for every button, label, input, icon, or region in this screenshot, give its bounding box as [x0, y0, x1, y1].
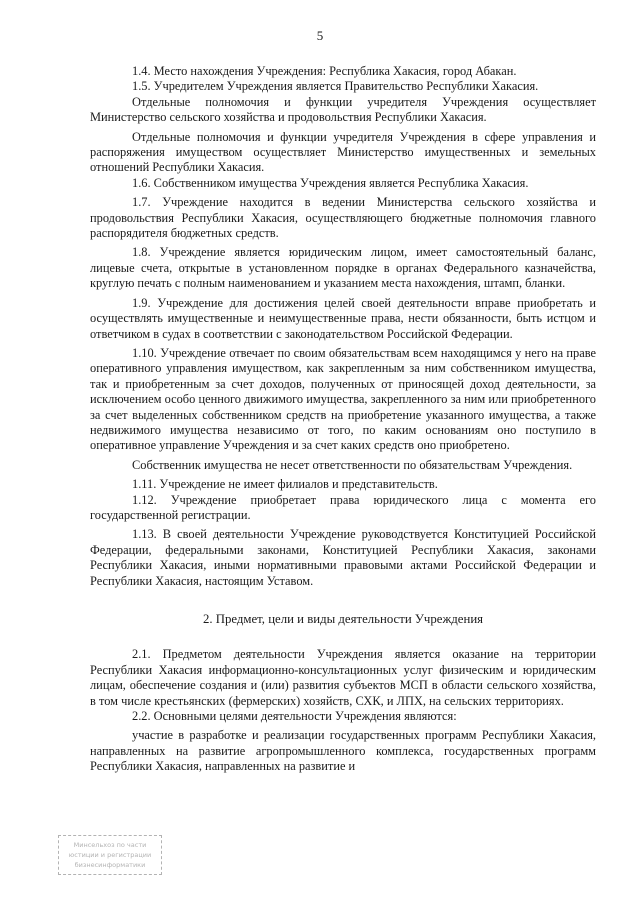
paragraph-founder-powers-agriculture: Отдельные полномочия и функции учредителя Учреждения осуществляет Министерство сельского хозяйства и продовольствия Республики Хакасия.: [90, 94, 596, 125]
page-number: 5: [316, 28, 324, 43]
paragraph-2-1: 2.1. Предметом деятельности Учреждения является оказание на территории Республики Хакасия информационно-консультационных услуг физическим и юридическим лицам, обеспечение создания и (или) развития субъектов МСП в области сельского хозяйства, в том числе крестьянских (фермерских) хозяйств, СХК, и ЛПХ, на сельских территориях.: [90, 647, 596, 708]
paragraph-2-2: 2.2. Основными целями деятельности Учреждения являются:: [132, 709, 457, 724]
paragraph-1-8: 1.8. Учреждение является юридическим лицом, имеет самостоятельный баланс, лицевые счета, открытые в установленном порядке в органах Федерального казначейства, круглую печать с полным наименованием и указанием места нахождения, штамп, бланки.: [90, 245, 596, 291]
paragraph-founder-powers-property: Отдельные полномочия и функции учредителя Учреждения в сфере управления и распоряжения имуществом осуществляет Министерство имущественных и земельных отношений Республики Хакасия.: [90, 129, 596, 175]
registration-stamp: Минсельхоз по части юстиции и регистрации бизнесинформатики: [58, 835, 162, 875]
paragraph-1-5: 1.5. Учредителем Учреждения является Правительство Республики Хакасия.: [132, 79, 539, 94]
paragraph-1-11: 1.11. Учреждение не имеет филиалов и представительств.: [132, 477, 438, 492]
paragraph-1-9: 1.9. Учреждение для достижения целей своей деятельности вправе приобретать и осуществлять имущественные и неимущественные права, нести обязанности, быть истцом и ответчиком в судах в соответствии с законодательством Российской Федерации.: [90, 295, 596, 341]
document-body: [90, 64, 596, 775]
paragraph-2-2-item: участие в разработке и реализации государственных программ Республики Хакасия, направленных на развитие агропромышленного комплекса, государственных программ Республики Хакасия, направленных на развитие и: [90, 728, 596, 774]
paragraph-1-4: 1.4. Место нахождения Учреждения: Республика Хакасия, город Абакан.: [132, 64, 517, 78]
paragraph-1-10: 1.10. Учреждение отвечает по своим обязательствам всем находящимся у него на праве оперативного управления имуществом, как закрепленным за ним собственником имущества, так и приобретенным за счет доходов, полученных от приносящей доход деятельности, за исключением особо ценного движимого имущества, закрепленного за ним или приобретенного за счет выделенных собственником средств на приобретение указанного имущества, а также недвижимого имущества независимо от того, по каким основаниям оно поступило в оперативное управление Учреждения и за счет каких средств оно приобретено.: [90, 345, 596, 453]
paragraph-owner-liability: Собственник имущества не несет ответственности по обязательствам Учреждения.: [132, 457, 573, 472]
section-2-heading: 2. Предмет, цели и виды деятельности Учреждения: [202, 612, 484, 626]
paragraph-1-12: 1.12. Учреждение приобретает права юридического лица с момента его государственной регистрации.: [90, 492, 596, 522]
paragraph-1-6: 1.6. Собственником имущества Учреждения является Республика Хакасия.: [132, 175, 529, 190]
paragraph-1-13: 1.13. В своей деятельности Учреждение руководствуется Конституцией Российской Федерации, федеральными законами, Конституцией Республики Хакасия, законами Республики Хакасия, иными нормативными правовыми актами Российской Федерации и Республики Хакасия, настоящим Уставом.: [90, 527, 596, 588]
paragraph-1-7: 1.7. Учреждение находится в ведении Министерства сельского хозяйства и продовольствия Республики Хакасия, осуществляющего бюджетные полномочия главного распорядителя бюджетных средств.: [90, 195, 596, 241]
